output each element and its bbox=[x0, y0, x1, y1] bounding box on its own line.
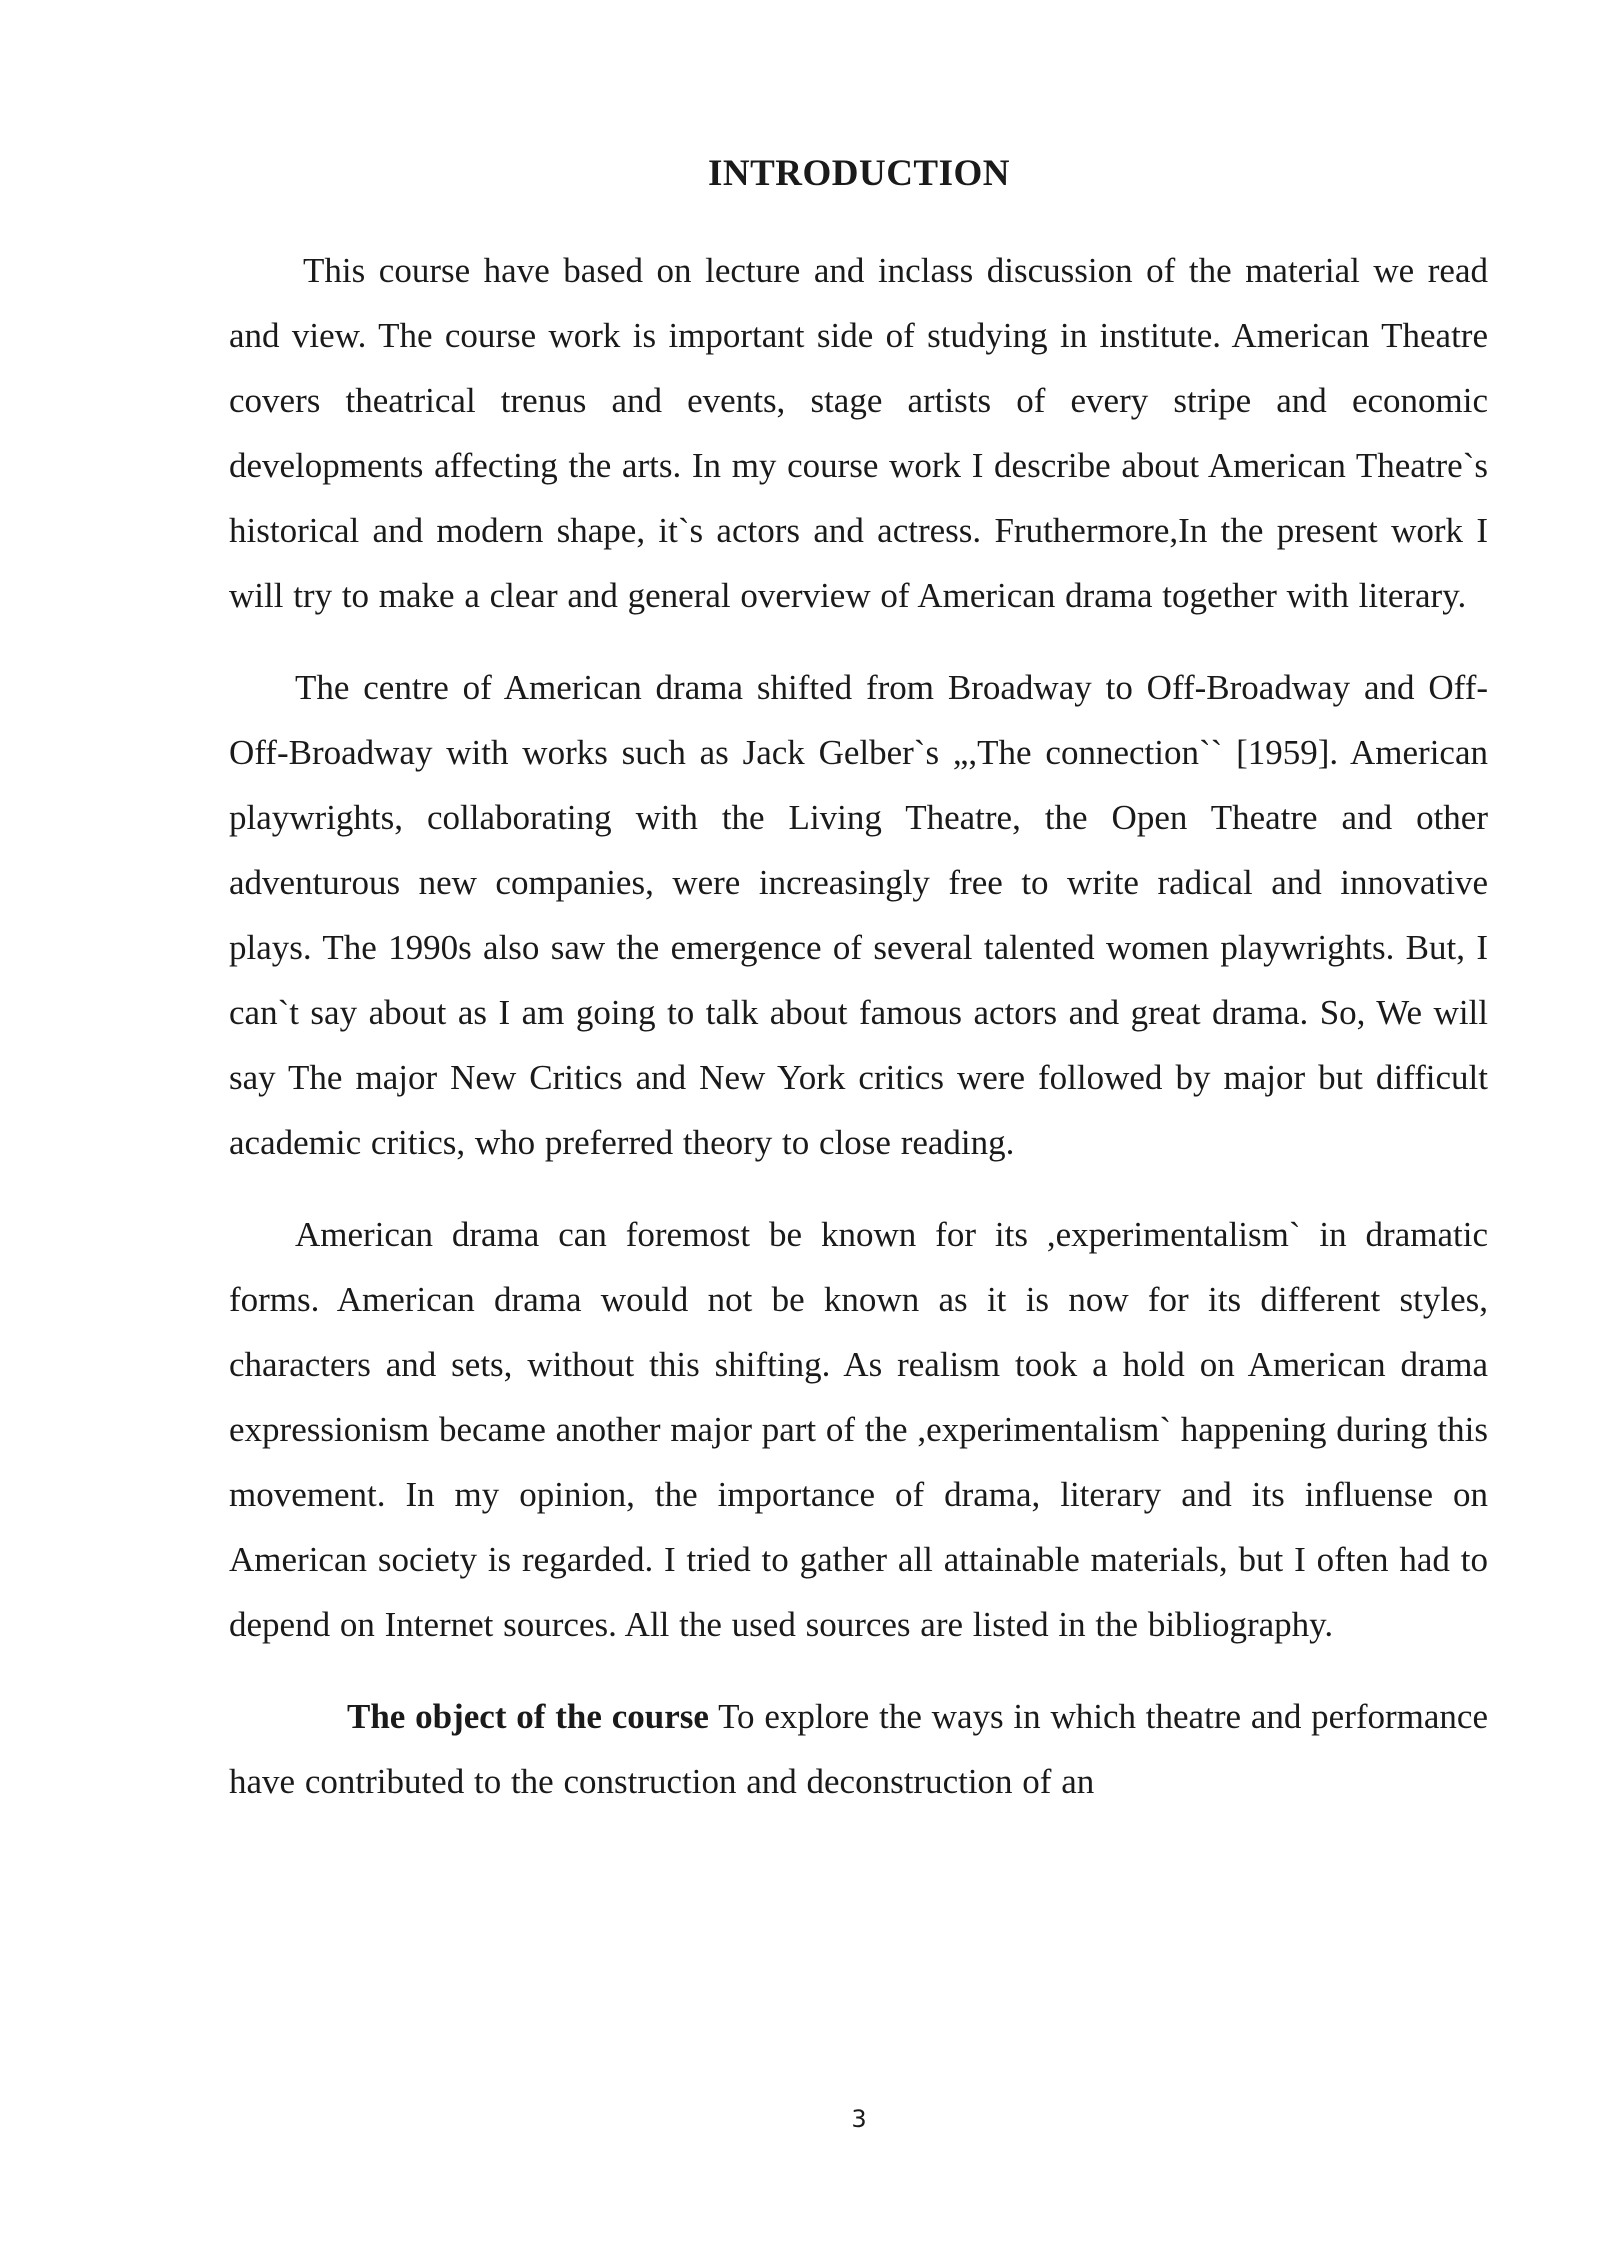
page-title: INTRODUCTION bbox=[707, 153, 1011, 194]
page-number: 3 bbox=[851, 2105, 867, 2133]
object-of-course-text: To explore the ways in which theatre and performance have contributed to the construction and deconstruction of an bbox=[229, 1697, 1488, 1801]
paragraph-2: The centre of American drama shifted from Broadway to Off-Broadway and Off-Off-Broadway with works such as Jack Gelber`s „,The connection`` [1959]. American playwrights, collaborating with the Living Theatre, the Open Theatre and other adventurous new companies, were increasingly free to write radical and innovative plays. The 1990s also saw the emergence of several talented women playwrights. But, I can`t say about as I am going to talk about famous actors and great drama. So, We will say The major New Critics and New York critics were followed by major but difficult academic critics, who preferred theory to close reading. bbox=[229, 668, 1488, 1162]
body-text bbox=[229, 238, 1488, 1814]
object-of-course-label: The object of the course bbox=[347, 1697, 709, 1736]
paragraph-object-of-course bbox=[229, 1684, 1488, 1814]
paragraph-3: American drama can foremost be known for its ,experimentalism` in dramatic forms. American drama would not be known as it is now for its different styles, characters and sets, without this shifting. As realism took a hold on American drama expressionism became another major part of the ,experimentalism` happening during this movement. In my opinion, the importance of drama, literary and its influense on American society is regarded. I tried to gather all attainable materials, but I often had to depend on Internet sources. All the used sources are listed in the bibliography. bbox=[229, 1215, 1488, 1644]
paragraph-1: This course have based on lecture and inclass discussion of the material we read and view. The course work is important side of studying in institute. American Theatre covers theatrical trenus and events, stage artists of every stripe and economic developments affecting the arts. In my course work I describe about American Theatre`s historical and modern shape, it`s actors and actress. Fruthermore,In the present work I will try to make a clear and general overview of American drama together with literary. bbox=[229, 251, 1488, 615]
